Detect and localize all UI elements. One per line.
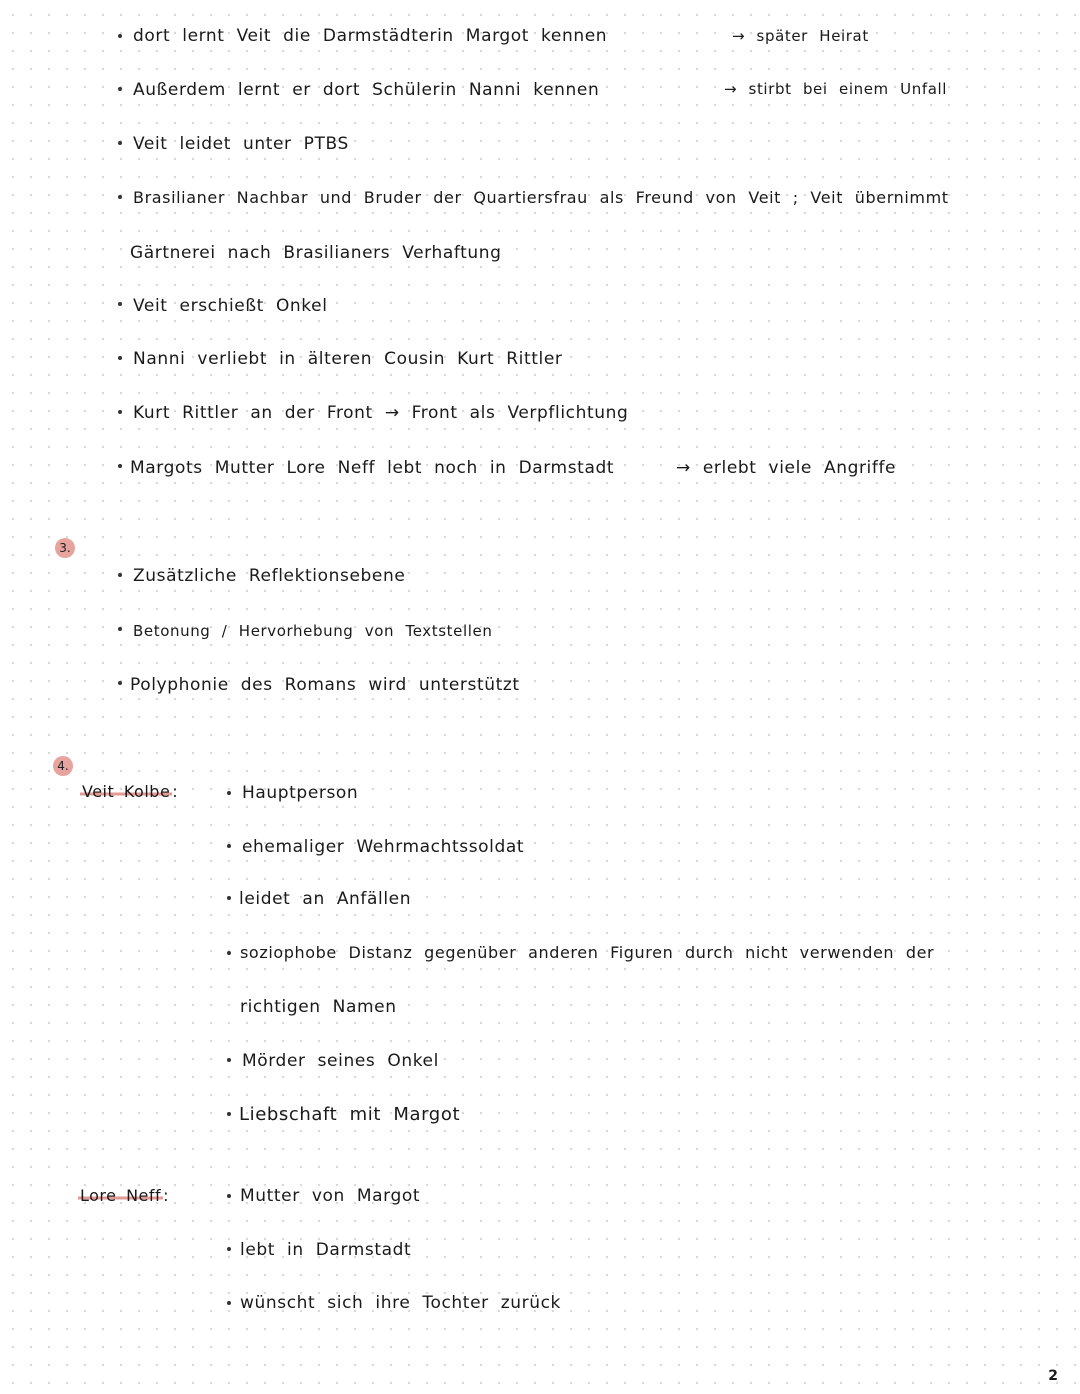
side-note: → stirbt bei einem Unfall	[724, 80, 948, 98]
bullet	[118, 681, 122, 685]
side-note: → erlebt viele Angriffe	[676, 458, 897, 478]
bullet	[227, 1301, 231, 1305]
side-note: → später Heirat	[732, 27, 869, 45]
note-line: lebt in Darmstadt	[240, 1240, 412, 1260]
bullet	[118, 356, 122, 360]
section-number-badge: 4.	[53, 756, 73, 776]
colon: :	[163, 1186, 170, 1205]
note-line: Hauptperson	[242, 783, 359, 803]
character-name-label	[78, 1185, 169, 1207]
note-line: Margots Mutter Lore Neff lebt noch in Darmstadt	[130, 458, 615, 478]
note-line: Veit leidet unter PTBS	[133, 134, 349, 154]
note-line: Betonung / Hervorhebung von Textstellen	[133, 622, 493, 640]
character-name: Veit Kolbe	[82, 782, 171, 801]
note-line: soziophobe Distanz gegenüber anderen Figuren durch nicht verwenden der	[240, 943, 935, 962]
bullet	[118, 87, 122, 91]
bullet	[227, 791, 231, 795]
bullet	[227, 1194, 231, 1198]
note-line: Mörder seines Onkel	[242, 1051, 439, 1071]
note-line: ehemaliger Wehrmachtssoldat	[242, 837, 525, 857]
bullet	[227, 1247, 231, 1251]
note-line: Kurt Rittler an der Front → Front als Verpflichtung	[133, 403, 629, 423]
note-line: Mutter von Margot	[240, 1186, 421, 1206]
bullet	[227, 896, 231, 900]
bullet	[227, 1112, 231, 1116]
note-line: Zusätzliche Reflektionsebene	[133, 566, 406, 586]
note-line: Nanni verliebt in älteren Cousin Kurt Rittler	[133, 349, 563, 369]
bullet	[118, 410, 122, 414]
bullet	[227, 844, 231, 848]
note-line: wünscht sich ihre Tochter zurück	[240, 1293, 561, 1313]
bullet	[118, 573, 122, 577]
note-line: Brasilianer Nachbar und Bruder der Quartiersfrau als Freund von Veit ; Veit übernimmt	[133, 188, 949, 207]
page-number: 2	[1048, 1368, 1058, 1384]
bullet	[118, 302, 122, 306]
bullet	[118, 34, 122, 38]
bullet	[118, 627, 122, 631]
note-line: Außerdem lernt er dort Schülerin Nanni kennen	[133, 80, 600, 100]
bullet	[227, 1058, 231, 1062]
note-line: Veit erschießt Onkel	[133, 296, 328, 316]
section-number-badge: 3.	[55, 538, 75, 558]
note-line: Liebschaft mit Margot	[239, 1104, 461, 1125]
bullet	[118, 141, 122, 145]
bullet	[118, 195, 122, 199]
note-line: leidet an Anfällen	[239, 889, 412, 909]
colon: :	[172, 782, 179, 801]
bullet	[118, 464, 122, 468]
note-line: dort lernt Veit die Darmstädterin Margot kennen	[133, 26, 608, 46]
character-name: Lore Neff	[80, 1186, 162, 1205]
bullet	[227, 951, 231, 955]
note-line-continuation: Gärtnerei nach Brasilianers Verhaftung	[130, 243, 502, 263]
note-line: Polyphonie des Romans wird unterstützt	[130, 675, 520, 695]
note-line-continuation: richtigen Namen	[240, 997, 397, 1017]
character-name-label	[80, 781, 178, 803]
